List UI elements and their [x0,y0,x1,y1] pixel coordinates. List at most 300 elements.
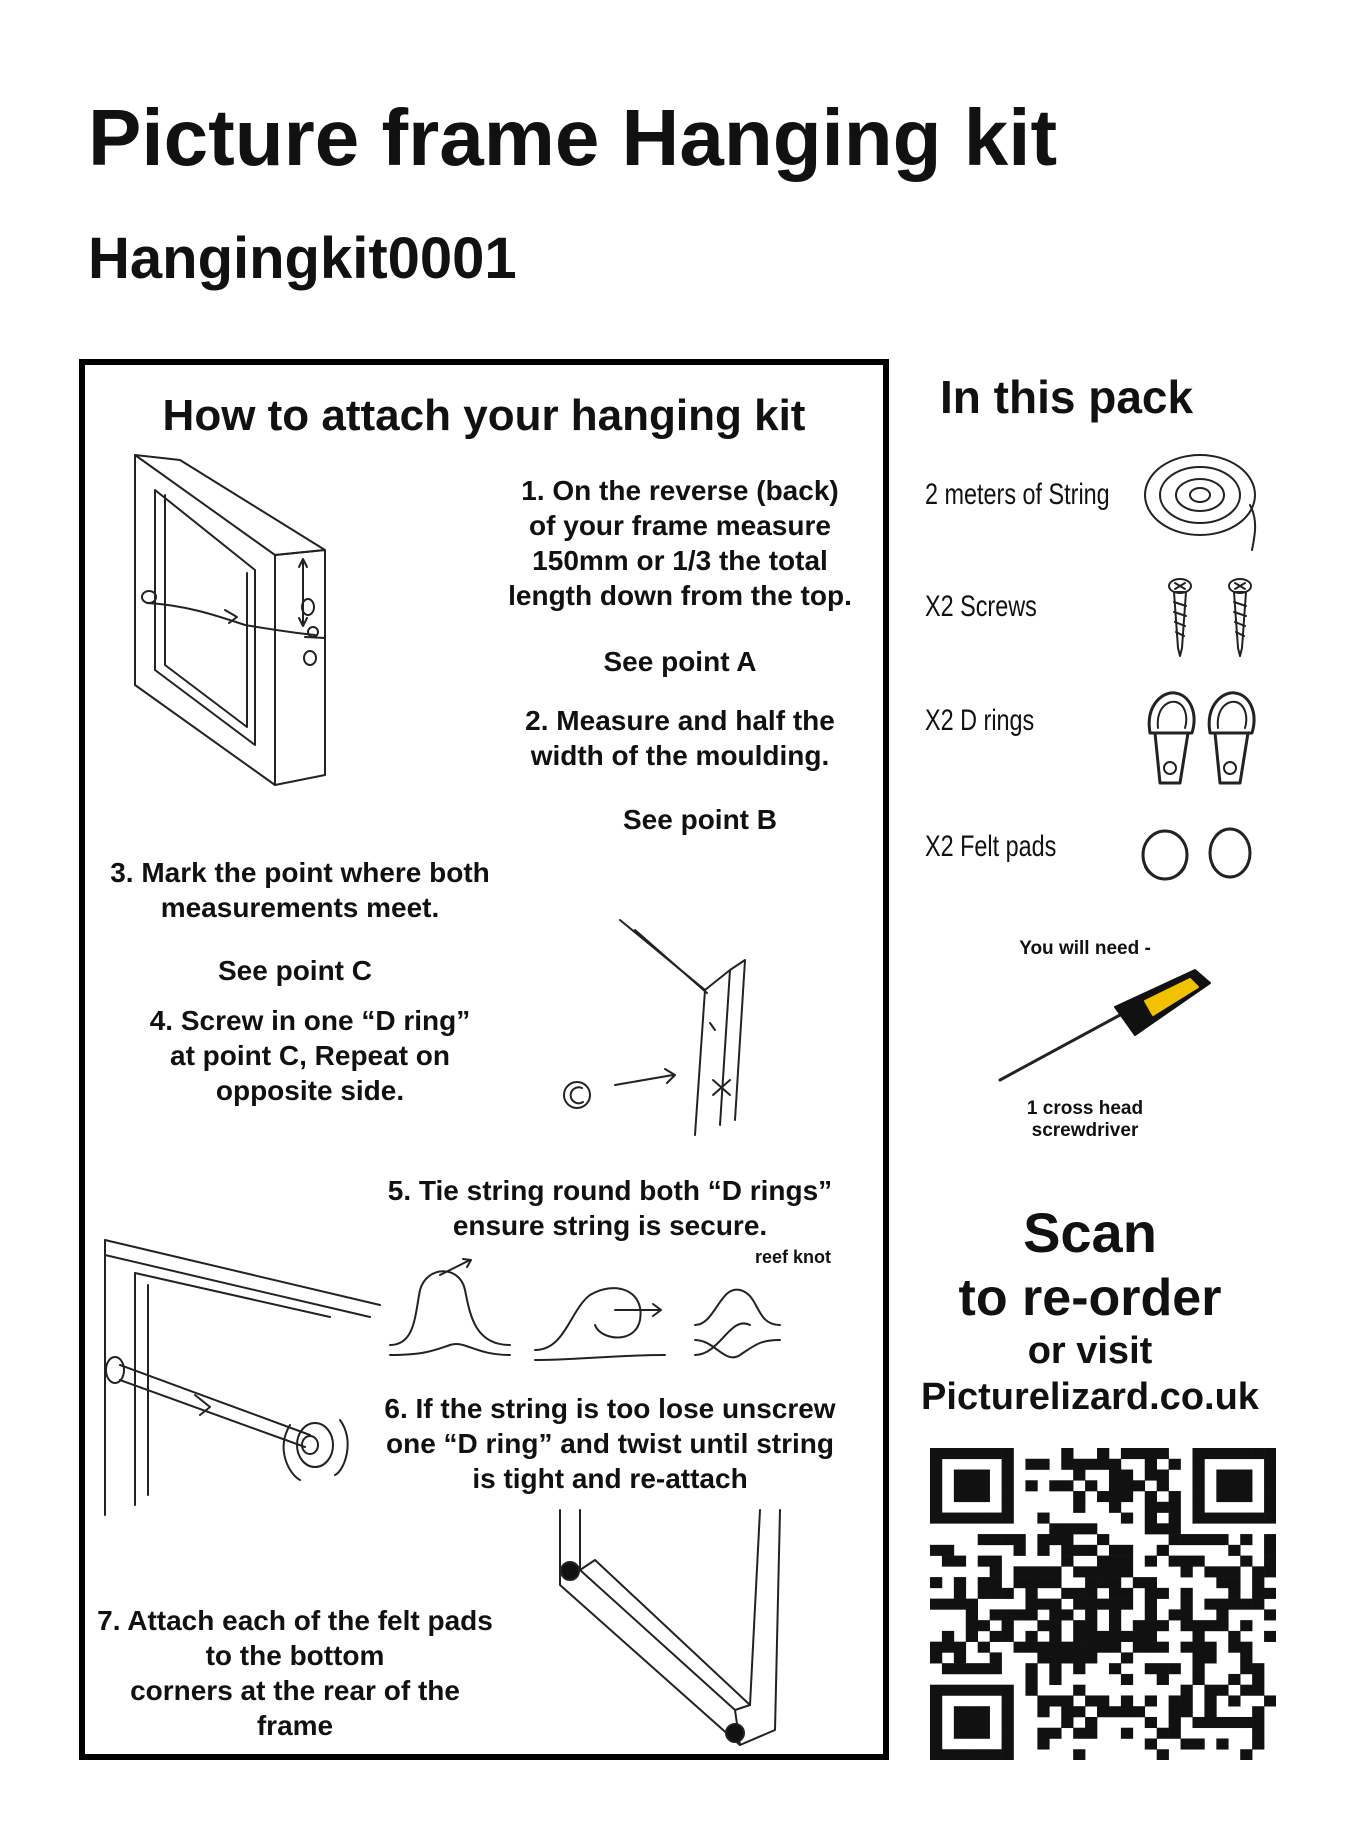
qr-module [930,1717,942,1728]
qr-module [990,1652,1002,1663]
qr-module [1169,1728,1181,1739]
qr-module [1204,1513,1216,1524]
qr-module [990,1534,1002,1545]
qr-module [954,1448,966,1459]
reef-knot-label: reef knot [755,1247,832,1267]
qr-module [1145,1502,1157,1513]
qr-module [1157,1674,1169,1685]
qr-module [1264,1566,1276,1577]
step-2-text: 2. Measure and half the width of the moulding. [525,705,835,771]
qr-module [1025,1685,1037,1696]
qr-module [1109,1502,1121,1513]
qr-module [1204,1695,1216,1706]
you-will-need-label: You will need - [1019,938,1151,959]
qr-module [1240,1685,1252,1696]
qr-module [1073,1642,1085,1653]
qr-module [1240,1491,1252,1502]
qr-module [966,1728,978,1739]
qr-module [1252,1674,1264,1685]
qr-module [1264,1609,1276,1620]
qr-module [1097,1534,1109,1545]
see-point-b: See point B [622,804,777,835]
qr-module [966,1620,978,1631]
qr-module [1169,1513,1181,1524]
step-1-text: 1. On the reverse (back) of your frame measure 150mm or 1/3 the total length down from the top. [508,475,852,611]
qr-module [1037,1695,1049,1706]
qr-module [1085,1728,1097,1739]
qr-module [1181,1620,1193,1631]
reorder-label: to re-order [958,1269,1222,1327]
qr-module [1037,1577,1049,1588]
qr-module [1085,1459,1097,1470]
qr-module [1192,1502,1204,1513]
qr-module [990,1609,1002,1620]
qr-module [1192,1459,1204,1470]
qr-module [1240,1663,1252,1674]
qr-module [954,1513,966,1524]
qr-module [1085,1545,1097,1556]
qr-module [990,1749,1002,1760]
qr-module [1097,1706,1109,1717]
qr-module [990,1513,1002,1524]
qr-module [954,1588,966,1599]
qr-module [930,1652,942,1663]
qr-module [1121,1545,1133,1556]
qr-module [1109,1631,1121,1642]
qr-module [990,1577,1002,1588]
qr-module [1192,1717,1204,1728]
qr-module [1157,1502,1169,1513]
qr-module [1109,1642,1121,1653]
qr-module [1061,1695,1073,1706]
qr-module [1204,1448,1216,1459]
step-4-text: 4. Screw in one “D ring” at point C, Repeat on opposite side. [149,1005,471,1106]
qr-module [1109,1556,1121,1567]
qr-module [978,1706,990,1717]
qr-module [1073,1749,1085,1760]
qr-module [1049,1577,1061,1588]
qr-module [1002,1706,1014,1717]
qr-module [990,1631,1002,1642]
qr-module [1240,1448,1252,1459]
qr-module [966,1609,978,1620]
qr-module [1228,1480,1240,1491]
qr-module [954,1663,966,1674]
qr-module [1252,1728,1264,1739]
qr-module [1002,1609,1014,1620]
qr-module [966,1706,978,1717]
qr-module [1192,1513,1204,1524]
qr-module [1252,1663,1264,1674]
qr-module [1025,1566,1037,1577]
qr-module [1097,1577,1109,1588]
qr-module [1014,1577,1026,1588]
qr-module [1049,1652,1061,1663]
d-ring-icon [1140,688,1270,793]
qr-module [1157,1448,1169,1459]
qr-module [1121,1491,1133,1502]
qr-module [1252,1738,1264,1749]
qr-module [1192,1448,1204,1459]
qr-module [1204,1642,1216,1653]
qr-module [1145,1448,1157,1459]
qr-module [942,1513,954,1524]
qr-module [1264,1502,1276,1513]
tool-description: 1 cross head screwdriver [1026,1098,1144,1141]
qr-module [1192,1738,1204,1749]
step-3-text: 3. Mark the point where both measurements meet. [110,857,490,923]
qr-module [954,1642,966,1653]
qr-module [1049,1663,1061,1674]
qr-module [1216,1480,1228,1491]
qr-module [1121,1588,1133,1599]
qr-module [1204,1652,1216,1663]
qr-module [1240,1620,1252,1631]
qr-module [1037,1534,1049,1545]
qr-module [1145,1470,1157,1481]
qr-module [1121,1480,1133,1491]
qr-module [1109,1663,1121,1674]
qr-module [1240,1513,1252,1524]
qr-module [1121,1695,1133,1706]
qr-module [1192,1491,1204,1502]
qr-module [978,1588,990,1599]
qr-module [990,1663,1002,1674]
qr-module [1025,1480,1037,1491]
qr-module [1133,1706,1145,1717]
qr-module [1169,1609,1181,1620]
qr-module [1145,1609,1157,1620]
qr-module [1145,1556,1157,1567]
qr-module [930,1706,942,1717]
qr-module [1061,1523,1073,1534]
qr-module [978,1663,990,1674]
qr-module [1061,1588,1073,1599]
qr-module [1014,1545,1026,1556]
felt-pad-icon [1135,815,1265,895]
qr-module [930,1577,942,1588]
qr-module [978,1642,990,1653]
qr-module [978,1534,990,1545]
qr-module [1204,1566,1216,1577]
felt-pad-placement-illustration [545,1505,875,1755]
qr-module [1252,1588,1264,1599]
qr-module [930,1480,942,1491]
qr-module [966,1685,978,1696]
qr-module [1025,1642,1037,1653]
qr-module [1240,1480,1252,1491]
qr-module [1145,1631,1157,1642]
qr-module [1133,1642,1145,1653]
qr-module [990,1685,1002,1696]
qr-module [1061,1642,1073,1653]
qr-module [978,1620,990,1631]
qr-module [1216,1448,1228,1459]
qr-module [1073,1599,1085,1610]
pack-item-string-label: 2 meters of String [925,478,1110,511]
qr-module [1169,1523,1181,1534]
qr-module [930,1695,942,1706]
frame-measure-illustration [125,455,425,795]
qr-module [1049,1609,1061,1620]
qr-module [1169,1663,1181,1674]
qr-module [930,1642,942,1653]
qr-module [1216,1491,1228,1502]
qr-module [1252,1577,1264,1588]
qr-module [1109,1459,1121,1470]
qr-module [1157,1749,1169,1760]
qr-module [1061,1545,1073,1556]
qr-module [1133,1577,1145,1588]
qr-module [1061,1652,1073,1663]
qr-module [1181,1695,1193,1706]
qr-module [1157,1728,1169,1739]
pack-item-screws-label: X2 Screws [925,590,1037,623]
qr-module [954,1556,966,1567]
qr-module [1264,1448,1276,1459]
qr-module [1181,1685,1193,1696]
qr-module [1145,1695,1157,1706]
qr-module [930,1545,942,1556]
qr-module [1073,1685,1085,1696]
qr-module [1049,1523,1061,1534]
qr-module [1121,1674,1133,1685]
qr-module [1133,1448,1145,1459]
qr-module [978,1513,990,1524]
qr-module [1014,1609,1026,1620]
qr-module [1109,1480,1121,1491]
qr-module [1002,1631,1014,1642]
qr-module [942,1749,954,1760]
qr-module [1228,1588,1240,1599]
qr-module [966,1663,978,1674]
qr-module [1002,1728,1014,1739]
qr-module [1097,1491,1109,1502]
qr-module [1061,1717,1073,1728]
qr-module [1228,1470,1240,1481]
qr-module [1264,1556,1276,1567]
qr-module [1228,1566,1240,1577]
qr-module [1133,1620,1145,1631]
qr-module [1097,1695,1109,1706]
qr-module [1073,1652,1085,1663]
qr-module [1192,1652,1204,1663]
qr-module [978,1556,990,1567]
qr-module [1216,1566,1228,1577]
step-6-text: 6. If the string is too lose unscrew one “D ring” and twist until string is tight and re-attach [384,1393,836,1494]
qr-module [1264,1545,1276,1556]
corner-mark-illustration [555,885,855,1145]
pack-heading: In this pack [940,371,1194,423]
qr-module [1264,1491,1276,1502]
qr-module [1025,1577,1037,1588]
qr-module [1121,1556,1133,1567]
product-code: Hangingkit0001 [88,226,517,291]
qr-module [966,1749,978,1760]
qr-module [990,1566,1002,1577]
qr-module [1073,1588,1085,1599]
qr-module [1240,1599,1252,1610]
qr-module [1085,1695,1097,1706]
qr-module [1002,1534,1014,1545]
qr-module [942,1448,954,1459]
qr-module [1037,1599,1049,1610]
qr-module [1025,1674,1037,1685]
qr-module [1204,1706,1216,1717]
qr-module [1121,1448,1133,1459]
qr-module [1002,1749,1014,1760]
qr-module [930,1470,942,1481]
qr-module [978,1491,990,1502]
qr-module [1169,1459,1181,1470]
qr-module [954,1480,966,1491]
qr-module [1002,1513,1014,1524]
qr-module [990,1448,1002,1459]
qr-module [930,1459,942,1470]
qr-module [1037,1706,1049,1717]
qr-module [1073,1470,1085,1481]
qr-module [1228,1448,1240,1459]
qr-module [1145,1663,1157,1674]
qr-module [1216,1609,1228,1620]
qr-module [1240,1652,1252,1663]
qr-module [1252,1513,1264,1524]
qr-module [1145,1620,1157,1631]
qr-code[interactable] [930,1448,1276,1760]
qr-module [1145,1523,1157,1534]
qr-module [1121,1513,1133,1524]
qr-module [1073,1728,1085,1739]
qr-module [1240,1470,1252,1481]
qr-module [1252,1599,1264,1610]
qr-module [1181,1556,1193,1567]
qr-module [990,1588,1002,1599]
qr-module [1085,1523,1097,1534]
qr-module [1109,1599,1121,1610]
qr-module [1037,1459,1049,1470]
website-link[interactable]: Picturelizard.co.uk [921,1376,1259,1418]
qr-module [1073,1620,1085,1631]
qr-module [1228,1577,1240,1588]
qr-module [1002,1448,1014,1459]
qr-module [954,1706,966,1717]
qr-module [1204,1620,1216,1631]
qr-module [1181,1588,1193,1599]
qr-module [1085,1480,1097,1491]
qr-module [1073,1566,1085,1577]
pack-item-drings-label: X2 D rings [925,704,1035,737]
qr-module [1192,1620,1204,1631]
qr-module [1014,1534,1026,1545]
qr-module [1121,1566,1133,1577]
qr-module [1192,1631,1204,1642]
qr-module [1049,1642,1061,1653]
screwdriver-icon [995,965,1225,1085]
qr-module [954,1728,966,1739]
qr-module [942,1685,954,1696]
qr-module [1157,1545,1169,1556]
qr-module [1002,1738,1014,1749]
qr-module [1097,1631,1109,1642]
qr-module [1085,1577,1097,1588]
qr-module [1228,1642,1240,1653]
qr-module [1157,1588,1169,1599]
qr-module [966,1717,978,1728]
qr-module [966,1513,978,1524]
qr-module [1216,1534,1228,1545]
qr-module [1240,1749,1252,1760]
qr-module [1216,1717,1228,1728]
qr-module [1145,1599,1157,1610]
qr-module [1049,1620,1061,1631]
qr-module [1133,1631,1145,1642]
qr-module [1204,1685,1216,1696]
qr-module [1169,1695,1181,1706]
qr-module [954,1652,966,1663]
qr-module [1169,1534,1181,1545]
qr-module [930,1491,942,1502]
qr-module [942,1631,954,1642]
qr-module [1228,1695,1240,1706]
qr-module [1252,1717,1264,1728]
qr-module [942,1642,954,1653]
qr-module [1204,1717,1216,1728]
qr-module [1061,1706,1073,1717]
qr-module [1061,1534,1073,1545]
qr-module [1049,1599,1061,1610]
qr-module [954,1717,966,1728]
qr-module [942,1599,954,1610]
qr-module [1002,1620,1014,1631]
qr-module [1145,1459,1157,1470]
qr-module [978,1448,990,1459]
qr-module [1025,1459,1037,1470]
qr-module [1037,1728,1049,1739]
qr-module [1109,1609,1121,1620]
qr-module [1264,1480,1276,1491]
see-point-a: See point A [603,646,757,677]
qr-module [1228,1545,1240,1556]
qr-module [1049,1728,1061,1739]
qr-module [1169,1706,1181,1717]
qr-module [1073,1706,1085,1717]
qr-module [1025,1663,1037,1674]
qr-module [1157,1642,1169,1653]
qr-module [1264,1631,1276,1642]
qr-module [1157,1480,1169,1491]
qr-module [1085,1717,1097,1728]
qr-module [954,1749,966,1760]
qr-module [930,1738,942,1749]
qr-module [978,1480,990,1491]
qr-module [1002,1695,1014,1706]
qr-module [1073,1545,1085,1556]
qr-module [1061,1609,1073,1620]
qr-module [966,1448,978,1459]
qr-module [1061,1480,1073,1491]
step-7-text: 7. Attach each of the felt pads to the bottom corners at the rear of the frame [97,1605,493,1741]
qr-module [1157,1523,1169,1534]
qr-module [1061,1459,1073,1470]
qr-module [1145,1717,1157,1728]
knot-tying-illustration [385,1255,855,1380]
qr-module [1121,1652,1133,1663]
qr-module [1216,1738,1228,1749]
qr-module [1061,1448,1073,1459]
qr-module [930,1685,942,1696]
qr-module [1097,1459,1109,1470]
qr-module [1228,1717,1240,1728]
